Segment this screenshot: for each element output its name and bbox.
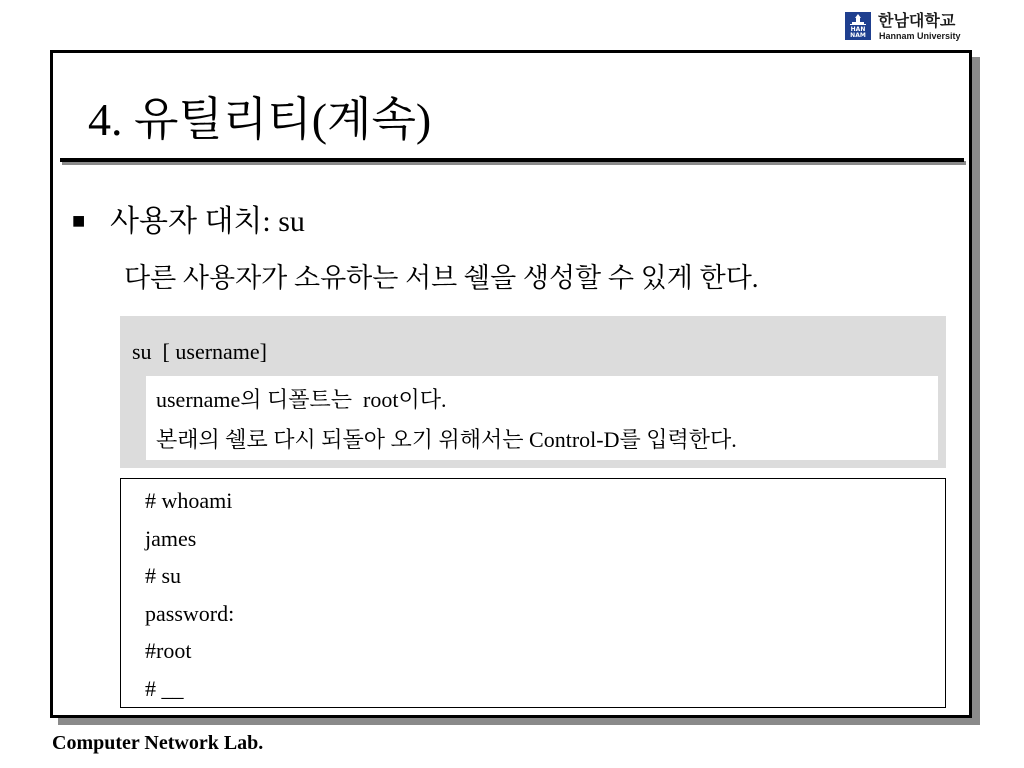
example-line: james	[145, 525, 197, 551]
example-line: # whoami	[145, 488, 233, 513]
syntax-note: username의 디폴트는 root이다.	[156, 387, 447, 412]
logo-name-korean: 한남대학교	[878, 11, 956, 30]
bullet-description: 다른 사용자가 소유하는 서브 쉘을 생성할 수 있게 한다.	[124, 263, 759, 293]
example-line: #root	[145, 638, 192, 664]
university-logo	[845, 11, 985, 43]
example-line: password:	[145, 600, 235, 626]
emblem-tower-icon	[849, 14, 867, 26]
footer-lab-name: Computer Network Lab.	[52, 732, 264, 754]
example-line: # su	[145, 563, 182, 589]
slide-title: 4. 유틸리티(계속)	[88, 94, 432, 145]
title-underline	[60, 158, 964, 162]
syntax-command: su [ username]	[132, 339, 268, 364]
university-emblem-icon	[845, 12, 871, 40]
syntax-note: 본래의 쉘로 다시 되돌아 오기 위해서는 Control-D를 입력한다.	[156, 427, 737, 452]
bullet-square-icon: ■	[72, 208, 86, 233]
example-line: # __	[145, 676, 184, 701]
logo-icon-text-top: HAN	[850, 26, 866, 33]
syntax-box	[120, 316, 946, 468]
logo-name-english: Hannam University	[879, 31, 961, 41]
syntax-notes-box	[146, 376, 938, 460]
example-terminal-box	[120, 478, 946, 708]
bullet-heading: 사용자 대치: su	[110, 205, 305, 238]
logo-icon-text-bottom: NAM	[850, 32, 866, 39]
